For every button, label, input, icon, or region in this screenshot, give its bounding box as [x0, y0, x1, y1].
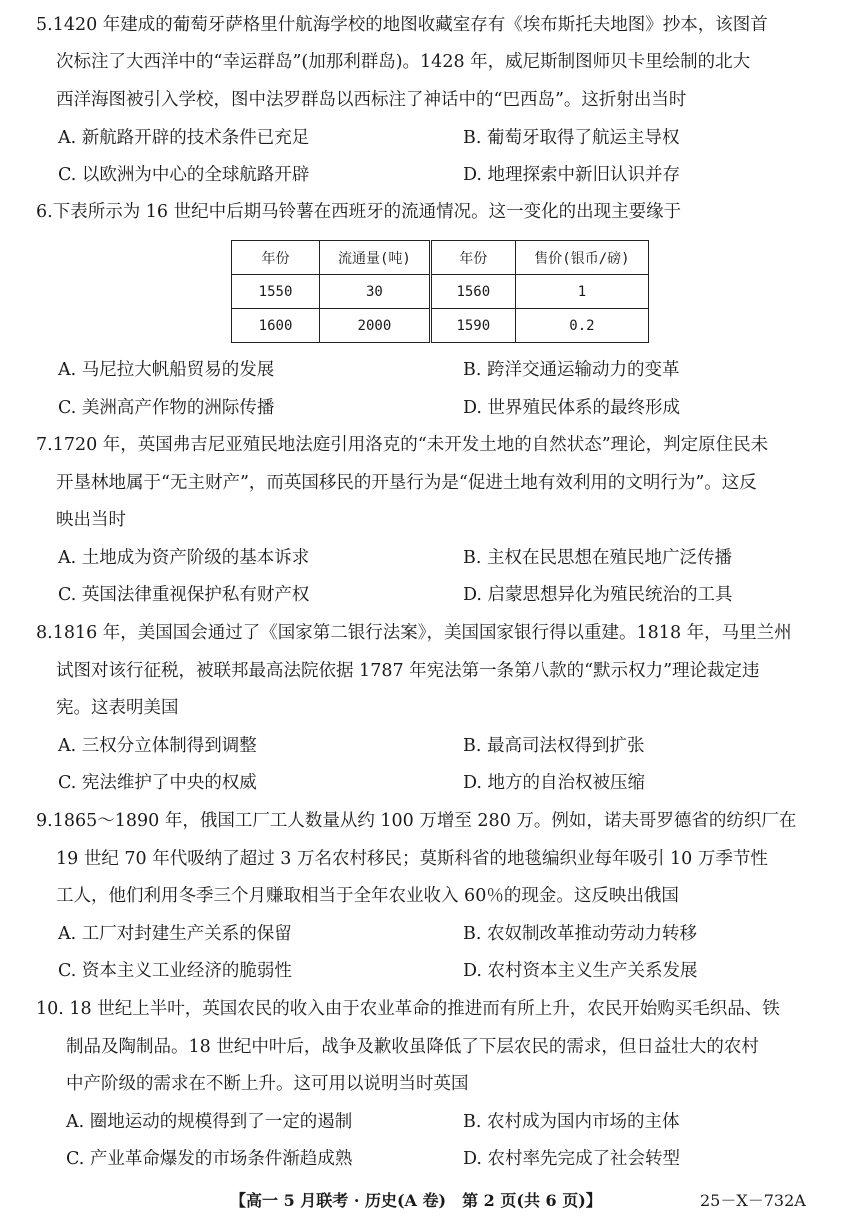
table-cell: 1550	[232, 275, 320, 309]
table-header-year-2: 年份	[430, 241, 515, 275]
question-9-option-a[interactable]: A. 工厂对封建生产关系的保留	[58, 924, 292, 944]
question-10-stem-line-3: 中产阶级的需求在不断上升。这可用以说明当时英国	[66, 1074, 469, 1094]
question-7-option-a[interactable]: A. 土地成为资产阶级的基本诉求	[58, 548, 310, 568]
question-7-option-c[interactable]: C. 英国法律重视保护私有财产权	[58, 585, 310, 605]
question-9-stem-line-2: 19 世纪 70 年代吸纳了超过 3 万名农村移民；莫斯科省的地毯编织业每年吸引 10 万季节性	[56, 849, 768, 869]
table-cell: 2000	[320, 309, 431, 343]
question-9-option-d[interactable]: D. 农村资本主义生产关系发展	[463, 961, 698, 981]
question-5-option-d[interactable]: D. 地理探索中新旧认识并存	[463, 165, 681, 185]
question-10-stem-line-2: 制品及陶制品。18 世纪中叶后，战争及歉收虽降低了下层农民的需求，但日益壮大的农村	[66, 1037, 759, 1057]
question-5-stem-line-1: 5.1420 年建成的葡萄牙萨格里什航海学校的地图收藏室存有《埃布斯托夫地图》抄本，该图首	[36, 15, 768, 35]
question-5-stem-line-3: 西洋海图被引入学校，图中法罗群岛以西标注了神话中的“巴西岛”。这折射出当时	[56, 90, 687, 110]
question-8-option-a[interactable]: A. 三权分立体制得到调整	[58, 736, 257, 756]
table-cell: 30	[320, 275, 431, 309]
question-7-stem-line-1: 7.1720 年，英国弗吉尼亚殖民地法庭引用洛克的“未开发土地的自然状态”理论，判定原住民未	[36, 435, 769, 455]
table-cell: 1590	[430, 309, 515, 343]
question-7-stem-line-3: 映出当时	[56, 510, 126, 530]
table-cell: 1560	[430, 275, 515, 309]
question-6-option-b[interactable]: B. 跨洋交通运输动力的变革	[463, 360, 680, 380]
question-10-option-a[interactable]: A. 圈地运动的规模得到了一定的遏制	[66, 1112, 353, 1132]
question-8-option-c[interactable]: C. 宪法维护了中央的权威	[58, 773, 257, 793]
question-6-option-c[interactable]: C. 美洲高产作物的洲际传播	[58, 398, 275, 418]
question-7-stem-line-2: 开垦林地属于“无主财产”，而英国移民的开垦行为是“促进土地有效利用的文明行为”。这反	[56, 473, 757, 493]
question-8-option-b[interactable]: B. 最高司法权得到扩张	[463, 736, 645, 756]
table-cell: 0.2	[515, 309, 648, 343]
table-row	[232, 275, 649, 309]
page-footer-code: 25－X－732A	[700, 1191, 806, 1210]
question-10-option-b[interactable]: B. 农村成为国内市场的主体	[463, 1112, 680, 1132]
question-9-option-c[interactable]: C. 资本主义工业经济的脆弱性	[58, 961, 292, 981]
question-6-stem-line-1: 6.下表所示为 16 世纪中后期马铃薯在西班牙的流通情况。这一变化的出现主要缘于	[36, 202, 682, 222]
question-7-option-b[interactable]: B. 主权在民思想在殖民地广泛传播	[463, 548, 732, 568]
question-9-stem-line-1: 9.1865～1890 年，俄国工厂工人数量从约 100 万增至 280 万。例如，诺夫哥罗德省的纺织厂在	[36, 811, 797, 831]
question-8-stem-line-1: 8.1816 年，美国国会通过了《国家第二银行法案》，美国国家银行得以重建。1818 年，马里兰州	[36, 623, 792, 643]
table-cell: 1	[515, 275, 648, 309]
table-cell: 1600	[232, 309, 320, 343]
question-5-option-b[interactable]: B. 葡萄牙取得了航运主导权	[463, 128, 680, 148]
question-10-option-d[interactable]: D. 农村率先完成了社会转型	[463, 1149, 681, 1169]
table-header-year-1: 年份	[232, 241, 320, 275]
question-8-stem-line-3: 宪。这表明美国	[56, 698, 179, 718]
table-header-volume: 流通量(吨)	[320, 241, 431, 275]
question-10-option-c[interactable]: C. 产业革命爆发的市场条件渐趋成熟	[66, 1149, 353, 1169]
question-9-option-b[interactable]: B. 农奴制改革推动劳动力转移	[463, 924, 697, 944]
table-header-row	[232, 241, 649, 275]
table-header-price: 售价(银币/磅)	[515, 241, 648, 275]
question-5-option-a[interactable]: A. 新航路开辟的技术条件已充足	[58, 128, 310, 148]
question-6-option-a[interactable]: A. 马尼拉大帆船贸易的发展	[58, 360, 275, 380]
question-10-stem-line-1: 10. 18 世纪上半叶，英国农民的收入由于农业革命的推进而有所上升，农民开始购买毛织品、铁	[36, 999, 780, 1019]
page-footer-title: 【高一 5 月联考 · 历史(A 卷) 第 2 页(共 6 页)】	[230, 1191, 602, 1210]
question-8-option-d[interactable]: D. 地方的自治权被压缩	[463, 773, 646, 793]
question-5-option-c[interactable]: C. 以欧洲为中心的全球航路开辟	[58, 165, 310, 185]
question-7-option-d[interactable]: D. 启蒙思想异化为殖民统治的工具	[463, 585, 733, 605]
question-9-stem-line-3: 工人，他们利用冬季三个月赚取相当于全年农业收入 60％的现金。这反映出俄国	[56, 886, 679, 906]
table-row	[232, 309, 649, 343]
question-5-stem-line-2: 次标注了大西洋中的“幸运群岛”(加那利群岛)。1428 年，威尼斯制图师贝卡里绘制的北大	[56, 52, 751, 72]
question-6-option-d[interactable]: D. 世界殖民体系的最终形成	[463, 398, 681, 418]
potato-circulation-table	[231, 240, 649, 342]
question-8-stem-line-2: 试图对该行征税，被联邦最高法院依据 1787 年宪法第一条第八款的“默示权力”理论裁定违	[56, 661, 760, 681]
